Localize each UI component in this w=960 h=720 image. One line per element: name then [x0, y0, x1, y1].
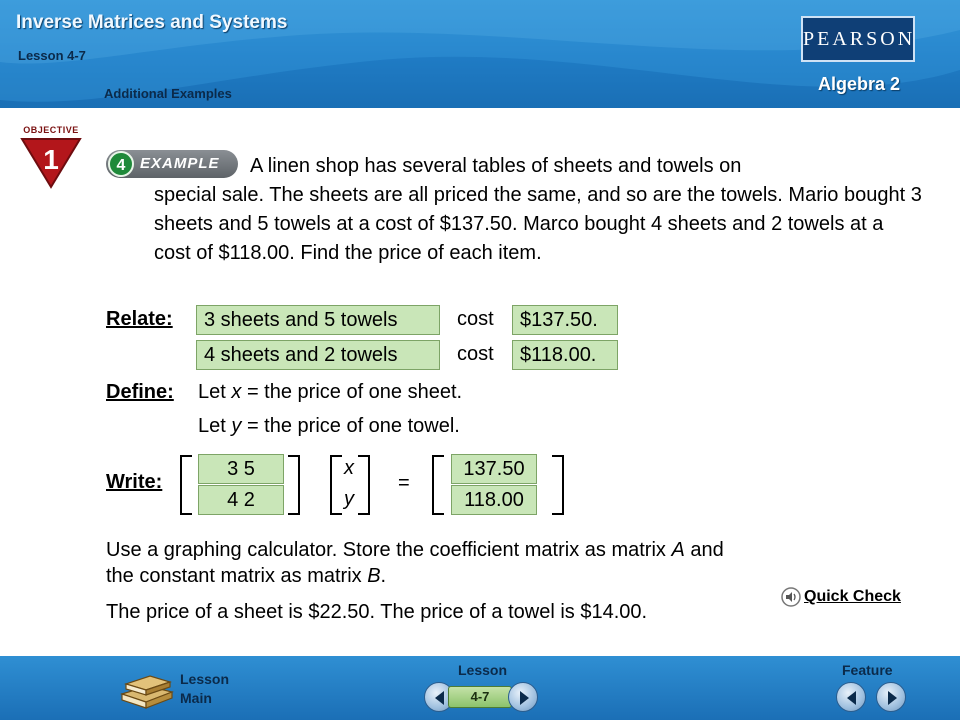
example-number: 4: [108, 151, 134, 177]
lesson-main-label-1[interactable]: Lesson: [180, 671, 230, 687]
const-matrix-row1: 137.50: [451, 454, 537, 484]
objective-badge: [18, 125, 84, 189]
coef-matrix-left-bracket: [180, 455, 192, 515]
coef-matrix-right-bracket: [288, 455, 300, 515]
arrow-right-icon: [509, 683, 539, 713]
lesson-number-badge: 4-7: [448, 686, 512, 708]
calculator-line1: Use a graphing calculator. Store the coefficient matrix as matrix A and: [106, 539, 724, 561]
arrow-left-icon: [837, 683, 867, 713]
define-line-x: Let x = the price of one sheet.: [198, 381, 463, 403]
equals-sign: =: [398, 472, 410, 494]
speaker-icon: [780, 586, 802, 608]
define-label: Define:: [106, 381, 174, 403]
answer-text: The price of a sheet is $22.50. The price of a towel is $14.00.: [106, 601, 648, 623]
coef-matrix-row2: 4 2: [198, 485, 284, 515]
lesson-number: Lesson 4-7: [18, 48, 86, 63]
problem-statement: [154, 152, 924, 268]
calculator-line2: the constant matrix as matrix B.: [106, 565, 387, 587]
course-name: Algebra 2: [818, 74, 901, 94]
arrow-right-icon: [877, 683, 907, 713]
var-matrix-right-bracket: [358, 455, 370, 515]
relate-row2-items: 4 sheets and 2 towels: [196, 340, 440, 370]
relate-row2-amount: $118.00.: [512, 340, 618, 370]
feature-next-button[interactable]: [876, 682, 906, 712]
var-matrix-left-bracket: [330, 455, 342, 515]
objective-label: OBJECTIVE: [23, 125, 79, 135]
feature-nav-label: Feature: [842, 662, 893, 678]
lesson-next-button[interactable]: [508, 682, 538, 712]
relate-row2-cost-word: cost: [457, 343, 494, 365]
define-line-y: Let y = the price of one towel.: [198, 415, 460, 437]
relate-row1-cost-word: cost: [457, 308, 494, 330]
lesson-main-label-2[interactable]: Main: [180, 690, 212, 706]
problem-first-line: A linen shop has several tables of sheets and towels on: [250, 155, 742, 177]
write-label: Write:: [106, 471, 163, 493]
header-bar: [0, 0, 960, 108]
const-matrix-right-bracket: [552, 455, 564, 515]
relate-row1-items: 3 sheets and 5 towels: [196, 305, 440, 335]
lesson-nav-label: Lesson: [458, 662, 508, 678]
lesson-title: Inverse Matrices and Systems: [16, 12, 288, 33]
coef-matrix-row1: 3 5: [198, 454, 284, 484]
const-matrix-left-bracket: [432, 455, 444, 515]
example-label: EXAMPLE: [140, 155, 220, 172]
section-name: Additional Examples: [104, 86, 232, 101]
quick-check-label[interactable]: Quick Check: [804, 588, 901, 605]
books-icon[interactable]: [118, 668, 176, 710]
feature-prev-button[interactable]: [836, 682, 866, 712]
objective-number: 1: [43, 144, 59, 175]
problem-rest: special sale. The sheets are all priced the same, and so are the towels. Mario bought 3 sheets and 5 towels at a cost of $137.50. Marco bought 4 sheets and 2 towels at a cost of $118.00. Find the price of each item.: [154, 184, 922, 264]
relate-label: Relate:: [106, 308, 173, 330]
var-y: y: [344, 488, 354, 510]
var-x: x: [344, 457, 354, 479]
quick-check-link[interactable]: [780, 586, 940, 608]
relate-row1-amount: $137.50.: [512, 305, 618, 335]
pearson-logo: PEARSON: [801, 16, 915, 62]
const-matrix-row2: 118.00: [451, 485, 537, 515]
objective-triangle-icon: [18, 135, 84, 189]
